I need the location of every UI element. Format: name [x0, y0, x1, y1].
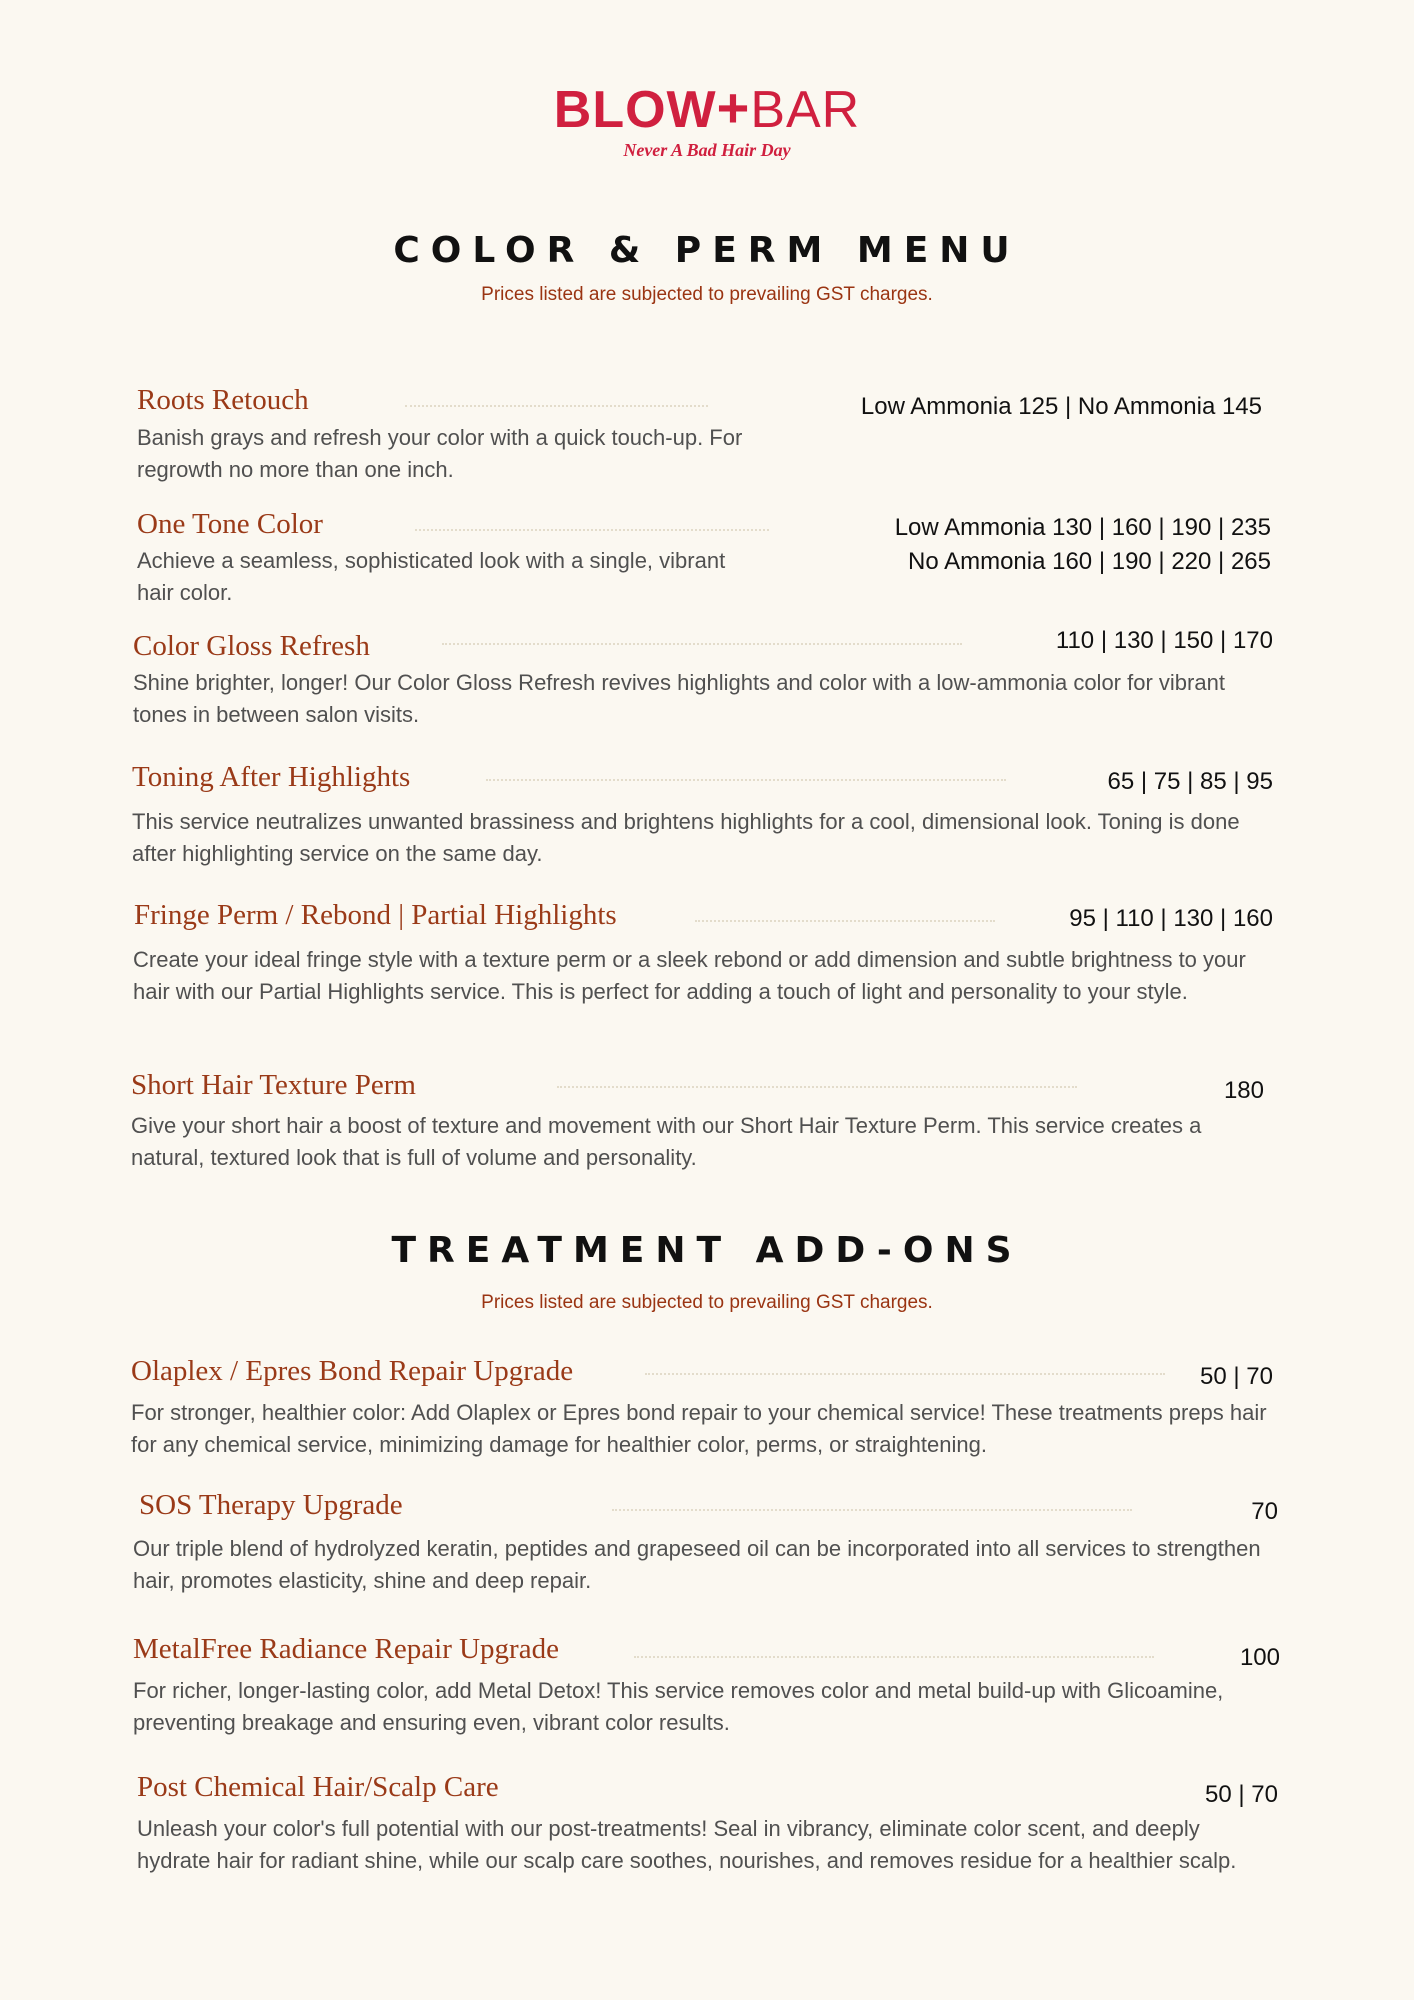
treatment-section-title: TREATMENT ADD-ONS	[391, 1230, 1023, 1271]
color-section-title: COLOR & PERM MENU	[393, 230, 1021, 271]
service-price	[1108, 765, 1274, 799]
color-gst-note: Prices listed are subjected to prevailing GST charges.	[481, 284, 933, 305]
price-line: 65 | 75 | 85 | 95	[1107, 768, 1273, 795]
price-line: 50 | 70	[1205, 1781, 1278, 1808]
service-title: Olaplex / Epres Bond Repair Upgrade	[131, 1355, 574, 1387]
logo-plus: +	[716, 76, 751, 139]
logo-wordmark	[0, 76, 1414, 139]
price-line: 50 | 70	[1200, 1363, 1273, 1390]
service-price	[1251, 1495, 1278, 1529]
service-price	[861, 390, 1262, 424]
price-line: 100	[1239, 1644, 1280, 1671]
service-description: Achieve a seamless, sophisticated look with a single, vibrant hair color.	[137, 548, 726, 605]
treatment-gst-note: Prices listed are subjected to prevailing GST charges.	[481, 1292, 933, 1313]
brand-logo	[0, 76, 1414, 161]
dot-leader	[442, 643, 962, 645]
service-title: Roots Retouch	[137, 384, 309, 416]
price-line: No Ammonia 160 | 190 | 220 | 265	[908, 548, 1271, 575]
service-description: Unleash your color's full potential with our post-treatments! Seal in vibrancy, eliminate color scent, and deeply hydrate hair for radiant shine, while our scalp care soothes, nourishes, and removes residue for a healthier scalp.	[137, 1816, 1237, 1873]
service-description: Shine brighter, longer! Our Color Gloss Refresh revives highlights and color with a low-ammonia color for vibrant tones in between salon visits.	[133, 670, 1225, 727]
service-description: Create your ideal fringe style with a texture perm or a sleek rebond or add dimension and subtle brightness to your hair with our Partial Highlights service. This is perfect for adding a touch of light and personality to your style.	[133, 947, 1246, 1004]
price-line: 110 | 130 | 150 | 170	[1055, 627, 1273, 654]
logo-tagline: Never A Bad Hair Day	[623, 140, 791, 160]
service-description: This service neutralizes unwanted brassiness and brightens highlights for a cool, dimensional look. Toning is done after highlighting service on the same day.	[132, 809, 1240, 866]
dot-leader	[695, 920, 995, 922]
service-price	[895, 511, 1271, 579]
service-price	[1240, 1641, 1280, 1675]
service-description: Banish grays and refresh your color with a quick touch-up. For regrowth no more than one inch.	[137, 425, 743, 482]
service-title: SOS Therapy Upgrade	[139, 1489, 403, 1521]
dot-leader	[634, 1656, 1154, 1658]
service-title: Color Gloss Refresh	[133, 630, 370, 662]
logo-bar: BAR	[750, 81, 861, 139]
price-line: 180	[1223, 1077, 1264, 1104]
service-price	[1069, 902, 1273, 936]
price-line: Low Ammonia 130 | 160 | 190 | 235	[894, 514, 1271, 541]
service-price	[1056, 624, 1273, 658]
price-line: 70	[1251, 1498, 1278, 1525]
dot-leader	[645, 1373, 1165, 1375]
service-description: Our triple blend of hydrolyzed keratin, peptides and grapeseed oil can be incorporated into all services to strengthen hair, promotes elasticity, shine and deep repair.	[133, 1536, 1261, 1593]
service-price	[1200, 1360, 1273, 1394]
service-description: For richer, longer-lasting color, add Metal Detox! This service removes color and metal build-up with Glicoamine, preventing breakage and ensuring even, vibrant color results.	[133, 1678, 1224, 1735]
service-title: Toning After Highlights	[132, 761, 411, 793]
service-title: One Tone Color	[137, 508, 323, 540]
service-title: Short Hair Texture Perm	[131, 1069, 416, 1101]
service-description: For stronger, healthier color: Add Olaplex or Epres bond repair to your chemical service! These treatments preps hair for any chemical service, minimizing damage for healthier color, perms, or straightening.	[131, 1400, 1267, 1457]
service-title: Fringe Perm / Rebond | Partial Highlights	[134, 899, 617, 931]
service-price	[1224, 1074, 1264, 1108]
service-title: MetalFree Radiance Repair Upgrade	[133, 1633, 559, 1665]
dot-leader	[415, 529, 769, 531]
dot-leader	[557, 1086, 1077, 1088]
service-title: Post Chemical Hair/Scalp Care	[137, 1771, 499, 1803]
dot-leader	[486, 779, 1006, 781]
service-description: Give your short hair a boost of texture and movement with our Short Hair Texture Perm. This service creates a natural, textured look that is full of volume and personality.	[131, 1113, 1202, 1170]
logo-blow: BLOW	[553, 81, 717, 139]
dot-leader	[405, 405, 708, 407]
price-line: 95 | 110 | 130 | 160	[1069, 905, 1273, 932]
dot-leader	[612, 1509, 1132, 1511]
service-price	[1205, 1778, 1278, 1812]
price-line: Low Ammonia 125 | No Ammonia 145	[860, 393, 1262, 420]
